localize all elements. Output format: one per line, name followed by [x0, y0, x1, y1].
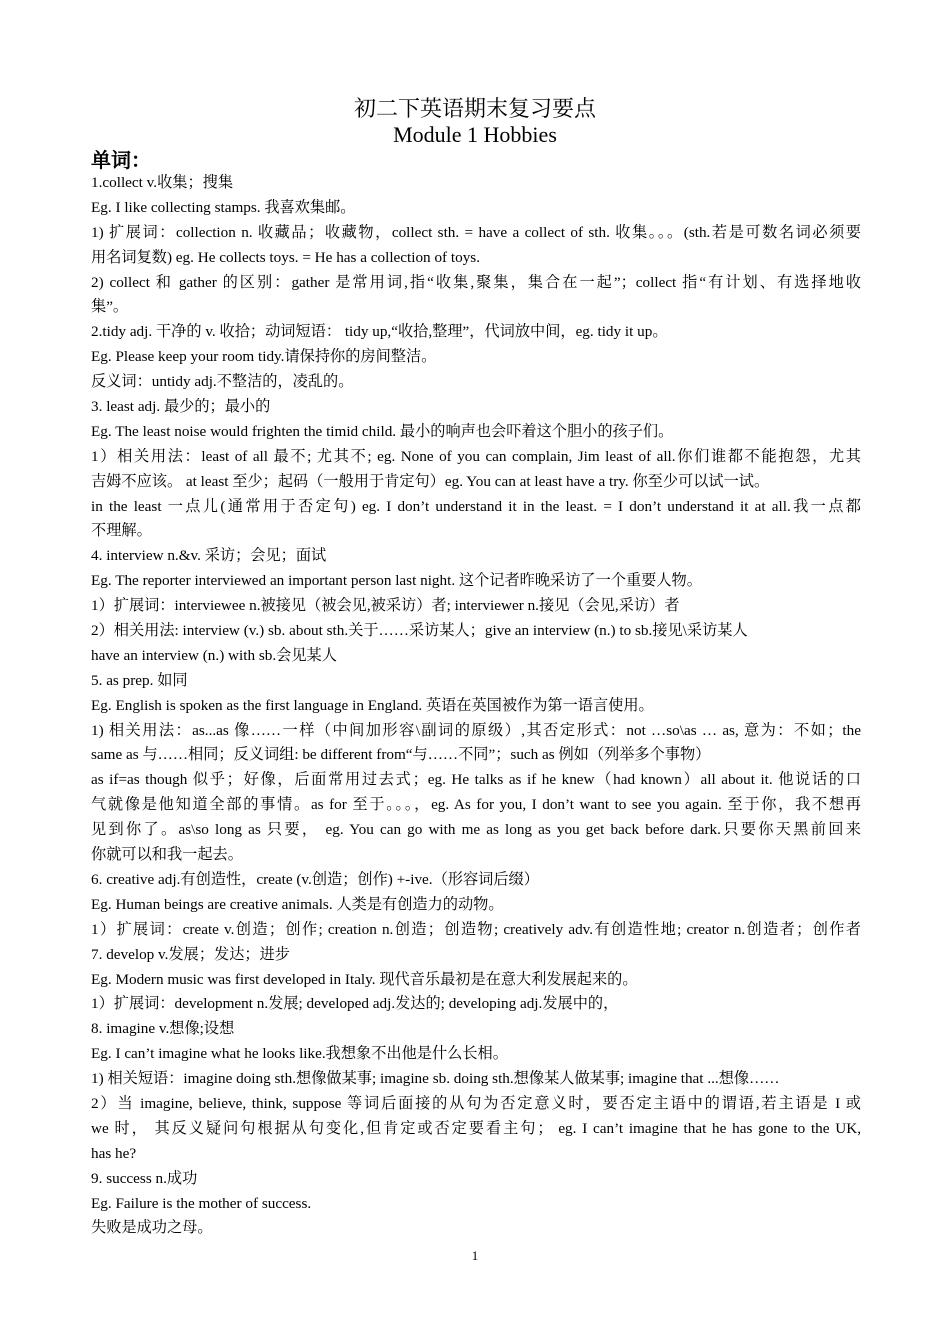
text-line: we 时， 其反义疑问句根据从句变化,但肯定或否定要看主句； eg. I can’t imagine that he has gone to the UK,: [91, 1119, 861, 1137]
text-line: 6. creative adj.有创造性，create (v.创造；创作) +-ive.（形容词后缀）: [91, 870, 539, 888]
module-title: Module 1 Hobbies: [393, 122, 557, 147]
text-line: 1）扩展词：development n.发展; developed adj.发达的; developing adj.发展中的，: [91, 995, 619, 1013]
text-line: Eg. Modern music was first developed in Italy. 现代音乐最初是在意大利发展起来的。: [91, 970, 638, 988]
text-line: Eg. I like collecting stamps. 我喜欢集邮。: [91, 198, 356, 216]
text-line: 1) 相关短语：imagine doing sth.想像做某事; imagine sb. doing sth.想像某人做某事; imagine that ...想像……: [91, 1070, 780, 1088]
text-line: 2）相关用法: interview (v.) sb. about sth.关于……采访某人；give an interview (n.) to sb.接见\采访某人: [91, 622, 748, 640]
text-line: 不理解。: [91, 522, 152, 540]
text-line: 1）相关用法：least of all 最不; 尤其不; eg. None of you can complain, Jim least of all.你们谁都不能抱怨，尤其: [91, 447, 861, 465]
text-line: Eg. Human beings are creative animals. 人类是有创造力的动物。: [91, 895, 504, 913]
text-line: 7. develop v.发展；发达；进步: [91, 945, 290, 963]
text-line: same as 与……相同；反义词组: be different from“与……不同”；such as 例如（列举多个事物）: [91, 746, 711, 764]
text-line: 3. least adj. 最少的；最小的: [91, 398, 271, 416]
text-line: 5. as prep. 如同: [91, 671, 188, 689]
text-line: 2）当 imagine, believe, think, suppose 等词后面接的从句为否定意义时，要否定主语中的谓语,若主语是 I 或: [91, 1094, 861, 1112]
text-line: Eg. I can’t imagine what he looks like.我想象不出他是什么长相。: [91, 1045, 508, 1063]
text-line: 气就像是他知道全部的事情。as for 至于。。。，eg. As for you, I don’t want to see you again. 至于你，我不想再: [91, 796, 861, 814]
text-line: 1) 扩展词：collection n. 收藏品；收藏物，collect sth. = have a collect of sth. 收集。。。(sth.若是可数名词必须要: [91, 223, 861, 241]
text-line: 见到你了。as\so long as 只要， eg. You can go with me as long as you get back before dark.只要你天黑前回来: [91, 821, 861, 839]
text-line: 集”。: [91, 298, 129, 316]
text-line: 2.tidy adj. 干净的 v. 收拾；动词短语： tidy up,“收拾,整理”，代词放中间，eg. tidy it up。: [91, 323, 668, 341]
text-line: as if=as though 似乎；好像，后面常用过去式；eg. He talks as if he knew（had known）all about it. 他说话的口: [91, 771, 861, 789]
text-line: has he?: [91, 1144, 137, 1162]
section-heading-vocabulary: 单词：: [91, 148, 151, 172]
text-line: 1.collect v.收集；搜集: [91, 174, 234, 191]
text-line: Eg. Please keep your room tidy.请保持你的房间整洁。: [91, 348, 437, 366]
text-line: 用名词复数) eg. He collects toys. = He has a collection of toys.: [91, 248, 481, 266]
document-body: [91, 171, 861, 1241]
text-line: in the least 一点儿(通常用于否定句) eg. I don’t understand it in the least. = I don’t understand it at all.我一点都: [91, 497, 861, 515]
document-title: 初二下英语期末复习要点: [353, 96, 596, 121]
text-line: 9. success n.成功: [91, 1169, 198, 1187]
text-line: 你就可以和我一起去。: [91, 846, 243, 864]
text-line: 吉姆不应该。 at least 至少；起码（一般用于肯定句）eg. You can at least have a try. 你至少可以试一试。: [91, 472, 770, 490]
text-line: 8. imagine v.想像;设想: [91, 1020, 235, 1038]
text-line: 1）扩展词：interviewee n.被接见（被会见,被采访）者; interviewer n.接见（会见,采访）者: [91, 597, 680, 615]
text-line: 2) collect 和 gather 的区别：gather 是常用词,指“收集,聚集，集合在一起”；collect 指“有计划、有选择地收: [91, 273, 861, 291]
text-line: 1）扩展词：create v.创造；创作; creation n.创造；创造物; creatively adv.有创造性地; creator n.创造者；创作者: [91, 920, 861, 938]
text-line: Eg. The reporter interviewed an important person last night. 这个记者昨晚采访了一个重要人物。: [91, 572, 702, 590]
text-line: 反义词：untidy adj.不整洁的，凌乱的。: [91, 373, 354, 391]
text-line: Eg. Failure is the mother of success.: [91, 1194, 312, 1212]
text-line: Eg. English is spoken as the first language in England. 英语在英国被作为第一语言使用。: [91, 696, 654, 714]
text-line: have an interview (n.) with sb.会见某人: [91, 646, 337, 664]
text-line: 失败是成功之母。: [91, 1219, 213, 1237]
text-line: Eg. The least noise would frighten the timid child. 最小的响声也会吓着这个胆小的孩子们。: [91, 422, 674, 440]
text-line: 1) 相关用法：as...as 像……一样（中间加形容\副词的原级）,其否定形式：not …so\as … as, 意为：不如；the: [91, 721, 861, 739]
text-line: 4. interview n.&v. 采访；会见；面试: [91, 547, 327, 565]
page-number: 1: [471, 1248, 479, 1263]
